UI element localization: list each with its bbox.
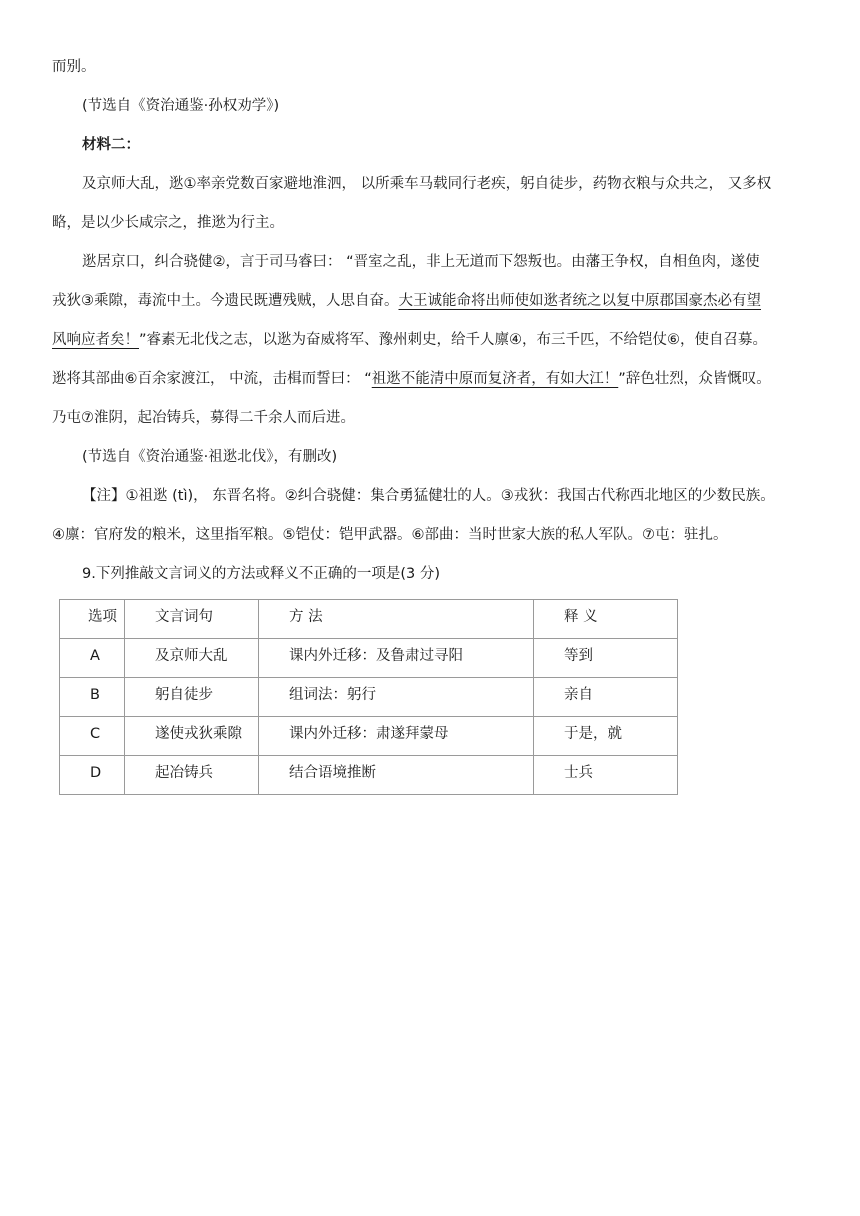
table-cell: 课内外迁移：肃遂拜蒙母 (259, 717, 534, 756)
table-cell: C (60, 717, 125, 756)
text-line: 乃屯⑦淮阴，起冶铸兵，募得二千余人而后进。 (52, 410, 355, 426)
underlined-sentence: 风响应者矣！ (52, 332, 139, 348)
header-cell: 释 义 (534, 600, 678, 639)
table-row (60, 756, 678, 795)
table-cell: 亲自 (534, 678, 678, 717)
header-cell: 方 法 (259, 600, 534, 639)
table-header-row (60, 600, 678, 639)
section-heading: 材料二： (82, 137, 140, 153)
options-table (59, 599, 678, 795)
table-row (60, 639, 678, 678)
annotation-line: 【注】①祖逖 (tì)， 东晋名将。②纠合骁健：集合勇猛健壮的人。③戎狄：我国古代称西北地区的少数民族。 (82, 488, 775, 504)
table-row (60, 717, 678, 756)
header-cell: 文言词句 (125, 600, 259, 639)
table-cell: 及京师大乱 (125, 639, 259, 678)
text-line (52, 369, 771, 389)
table-cell: 结合语境推断 (259, 756, 534, 795)
table-cell: 等到 (534, 639, 678, 678)
table-cell: 起冶铸兵 (125, 756, 259, 795)
text-line (52, 291, 761, 311)
header-cell: 选项 (60, 600, 125, 639)
table-cell: D (60, 756, 125, 795)
annotation-line: ④廪：官府发的粮米，这里指军粮。⑤铠仗：铠甲武器。⑥部曲：当时世家大族的私人军队。⑦屯：驻扎。 (52, 527, 728, 543)
text-segment: 逖将其部曲⑥百余家渡江， 中流，击楫而誓曰： “ (52, 371, 372, 387)
text-segment: 戎狄③乘隙，毒流中土。今遗民既遭残贼，人思自奋。 (52, 293, 399, 309)
question-stem: 9.下列推敲文言词义的方法或释义不正确的一项是(3 分) (82, 566, 440, 582)
table-cell: B (60, 678, 125, 717)
table-cell: 躬自徒步 (125, 678, 259, 717)
table-cell: A (60, 639, 125, 678)
text-line (52, 330, 767, 350)
text-line: 略，是以少长咸宗之，推逖为行主。 (52, 215, 284, 231)
text-line: 及京师大乱，逖①率亲党数百家避地淮泗， 以所乘车马载同行老疾，躬自徒步，药物衣粮与众共之， 又多权 (82, 176, 772, 192)
text-segment: ”睿素无北伐之志，以逖为奋威将军、豫州刺史，给千人廪④，布三千匹，不给铠仗⑥，使自召募。 (139, 332, 768, 348)
table-cell: 遂使戎狄乘隙 (125, 717, 259, 756)
text-segment: ”辞色壮烈，众皆慨叹。 (618, 371, 771, 387)
table-row (60, 678, 678, 717)
source-note: (节选自《资治通鉴·孙权劝学》) (82, 98, 280, 114)
table-cell: 课内外迁移：及鲁肃过寻阳 (259, 639, 534, 678)
source-note: (节选自《资治通鉴·祖逖北伐》，有删改) (82, 449, 338, 465)
text-line: 而别。 (52, 59, 96, 75)
table-cell: 士兵 (534, 756, 678, 795)
table-cell: 于是，就 (534, 717, 678, 756)
underlined-sentence: 大王诚能命将出师使如逖者统之以复中原郡国豪杰必有望 (398, 293, 761, 309)
text-line: 逖居京口，纠合骁健②，言于司马睿曰： “晋室之乱，非上无道而下怨叛也。由藩王争权，自相鱼肉，遂使 (82, 254, 760, 270)
underlined-sentence: 祖逖不能清中原而复济者，有如大江！ (371, 371, 619, 387)
table-cell: 组词法：躬行 (259, 678, 534, 717)
